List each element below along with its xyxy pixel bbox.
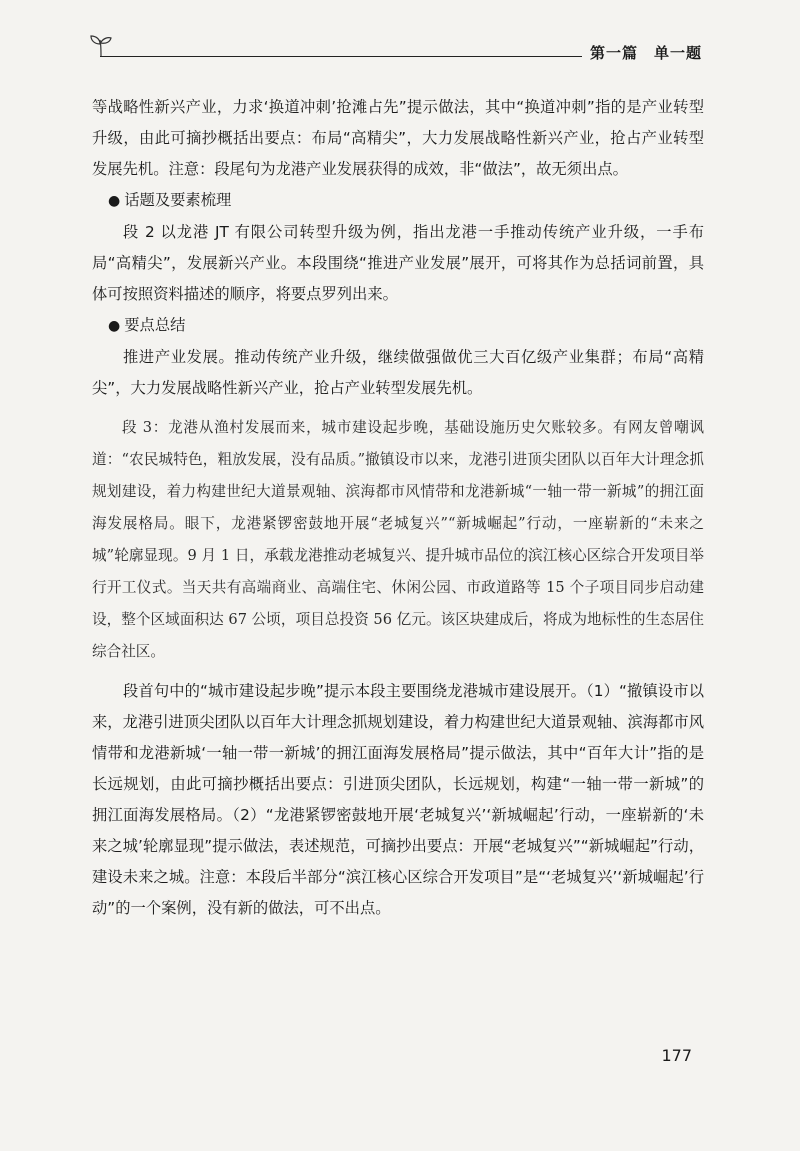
section-heading-label: 要点总结 [124, 316, 186, 334]
header-rule [100, 56, 582, 57]
page-header [80, 30, 720, 70]
section-heading-summary [92, 310, 704, 342]
leaf-icon [88, 32, 114, 58]
page-number: 177 [661, 1046, 692, 1065]
bullet-icon: ● [108, 193, 121, 209]
source-excerpt: 段 3：龙港从渔村发展而来，城市建设起步晚，基础设施历史欠账较多。有网友曾嘲讽道：“农民城特色，粗放发展，没有品质。”撤镇设市以来，龙港引进顶尖团队以百年大计理念抓规划建设，着力构建世纪大道景观轴、滨海都市风情带和龙港新城“一轴一带一新城”的拥江面海发展格局。眼下，龙港紧锣密鼓地开展“老城复兴”“新城崛起”行动，一座崭新的“未来之城”轮廓显现。9 月 1 日，承载龙港推动老城复兴、提升城市品位的滨江核心区综合开发项目举行开工仪式。当天共有高端商业、高端住宅、休闲公园、市政道路等 15 个子项目同步启动建设，整个区域面积达 67 公顷，项目总投资 56 亿元。该区块建成后，将成为地标性的生态居住综合社区。 [92, 419, 704, 660]
chapter-title: 第一篇 单一题 [589, 44, 702, 62]
paragraph-4: 段首句中的“城市建设起步晚”提示本段主要围绕龙港城市建设展开。（1）“撤镇设市以来，龙港引进顶尖团队以百年大计理念抓规划建设，着力构建世纪大道景观轴、滨海都市风情带和龙港新城‘一轴一带一新城’的拥江面海发展格局”提示做法，其中“百年大计”指的是长远规划，由此可摘抄概括出要点：引进顶尖团队，长远规划，构建“一轴一带一新城”的拥江面海发展格局。（2）“龙港紧锣密鼓地开展‘老城复兴’‘新城崛起’行动，一座崭新的‘未来之城’轮廓显现”提示做法，表述规范，可摘抄出要点：开展“老城复兴”“新城崛起”行动，建设未来之城。注意：本段后半部分“滨江核心区综合开发项目”是“‘老城复兴’‘新城崛起’行动”的一个案例，没有新的做法，可不出点。 [92, 682, 704, 917]
section-heading-topic [92, 185, 704, 217]
paragraph-3: 推进产业发展。推动传统产业升级，继续做强做优三大百亿级产业集群；布局“高精尖”，大力发展战略性新兴产业，抢占产业转型发展先机。 [92, 348, 704, 397]
paragraph-2: 段 2 以龙港 JT 有限公司转型升级为例，指出龙港一手推动传统产业升级，一手布局“高精尖”，发展新兴产业。本段围绕“推进产业发展”展开，可将其作为总括词前置，具体可按照资料描述的顺序，将要点罗列出来。 [92, 223, 704, 303]
section-heading-label: 话题及要素梳理 [124, 191, 232, 209]
bullet-icon: ● [108, 318, 121, 334]
paragraph-1: 等战略性新兴产业，力求‘换道冲刺’抢滩占先”提示做法，其中“换道冲刺”指的是产业转型升级，由此可摘抄概括出要点：布局“高精尖”，大力发展战略性新兴产业，抢占产业转型发展先机。注意：段尾句为龙港产业发展获得的成效，非“做法”，故无须出点。 [92, 98, 704, 178]
page-body [92, 92, 704, 924]
